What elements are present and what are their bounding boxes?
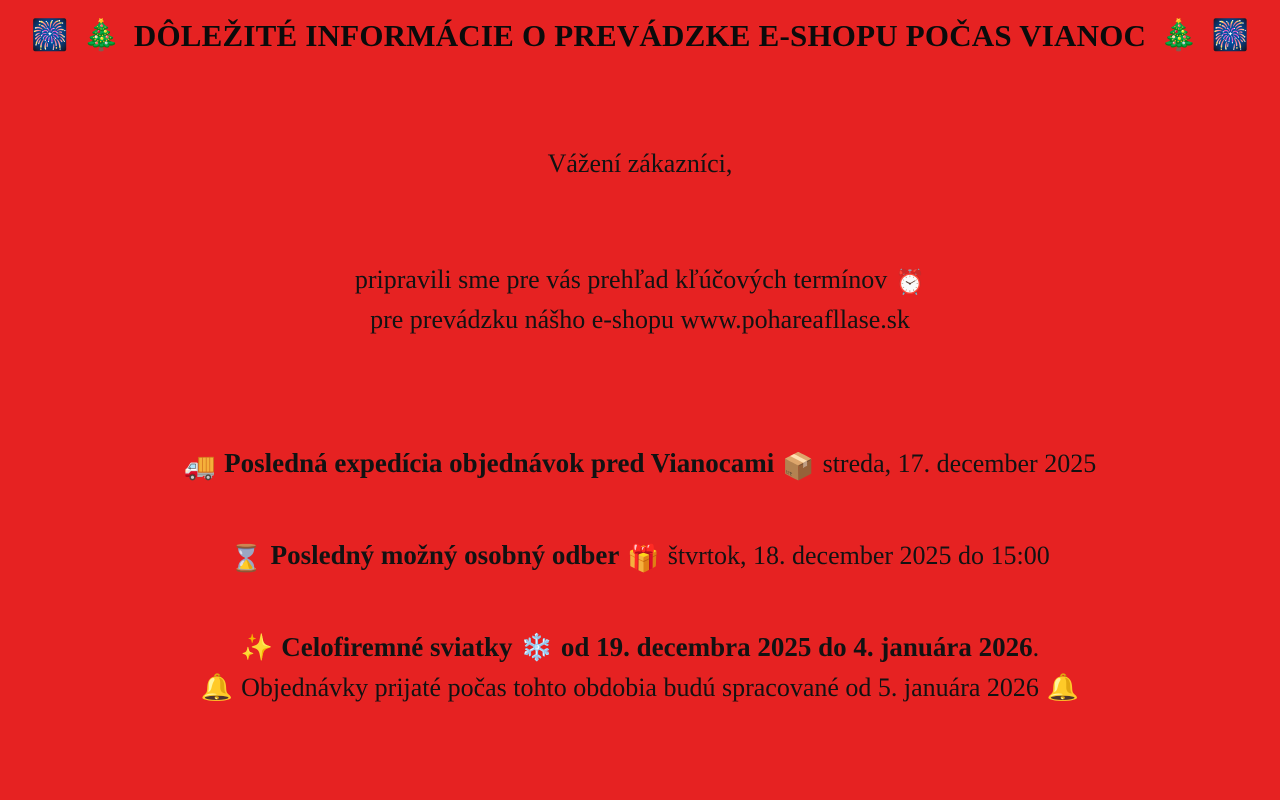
key-dates-list [0,448,1280,574]
page-header [0,0,1280,54]
holiday-label: Celofiremné sviatky [281,632,513,663]
date-label-shipping: Posledná expedícia objednávok pred Vianocami [224,448,775,479]
bell-icon-right: 🔔 [1046,673,1080,703]
holiday-note-text: Objednávky prijaté počas tohto obdobia budú spracované od 5. januára 2026 [241,673,1039,703]
date-value-shipping: streda, 17. december 2025 [822,449,1097,479]
date-row-pickup [0,540,1280,574]
holiday-period-end: . [1032,633,1040,663]
snowflake-icon: ❄️ [520,633,553,663]
intro-line-1-text: pripravili sme pre vás prehľad kľúčových termínov [354,265,888,294]
page-title: DÔLEŽITÉ INFORMÁCIE O PREVÁDZKE E-SHOPU POČAS VIANOC [133,18,1147,53]
greeting-text: Vážení zákazníci, [547,149,733,178]
holiday-period: od 19. decembra 2025 do 4. januára 2026 [560,632,1033,663]
hourglass-icon: ⌛ [230,544,263,574]
sparkler-icon: 🎆 [31,19,69,52]
intro-block [0,261,1280,338]
package-icon: 📦 [782,452,815,482]
delivery-truck-icon: 🚚 [183,452,217,482]
bell-icon-left: 🔔 [200,673,234,703]
date-row-shipping [0,448,1280,482]
holiday-note-row [0,673,1280,703]
sparkles-icon: ✨ [240,633,274,663]
christmas-tree-icon: 🎄 [82,19,120,52]
intro-line-1 [0,261,1280,301]
holiday-period-row [0,632,1280,663]
intro-line-2: pre prevádzku nášho e-shopu www.pohareafllase.sk [370,304,910,334]
christmas-tree-icon-right: 🎄 [1160,19,1198,52]
date-label-pickup: Posledný možný osobný odber [270,540,620,571]
sparkler-icon-right: 🎆 [1211,19,1249,52]
date-value-pickup: štvrtok, 18. december 2025 do 15:00 [667,541,1050,571]
alarm-clock-icon: ⏰ [895,270,926,296]
gift-icon: 🎁 [627,544,660,574]
